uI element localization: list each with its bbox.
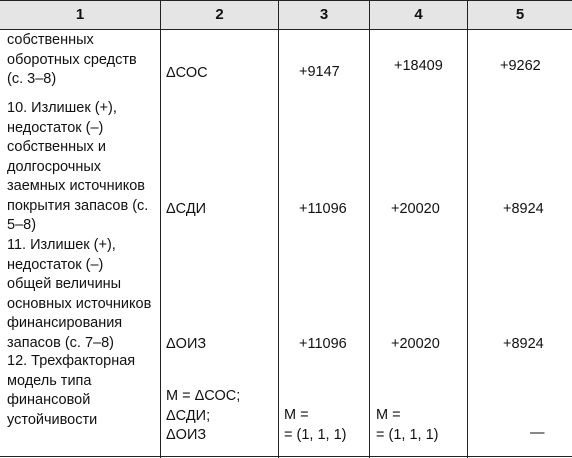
table-row-1-symbol: ΔСОС — [166, 65, 208, 81]
table-row-3-col5: +8924 — [503, 336, 544, 352]
table-row-4-col4: М = = (1, 1, 1) — [376, 407, 439, 443]
header-col-4: 4 — [414, 6, 423, 23]
table-row-3-symbol: ΔОИЗ — [166, 336, 207, 352]
header-col-2: 2 — [215, 6, 224, 23]
column-divider — [160, 1, 161, 458]
table-row-2-symbol: ΔСДИ — [166, 201, 207, 217]
table-header — [0, 1, 572, 30]
table-row-1-col3: +9147 — [299, 64, 340, 80]
column-divider — [369, 1, 370, 458]
table-row-4-col3: М = = (1, 1, 1) — [284, 407, 347, 443]
table-row-1-col5: +9262 — [500, 58, 541, 74]
header-col-5: 5 — [515, 6, 525, 23]
table-row-1-col4: +18409 — [394, 58, 443, 74]
table-row-4-col5: — — [530, 425, 545, 441]
header-col-3: 3 — [319, 6, 329, 23]
table-row-3-col4: +20020 — [391, 336, 440, 352]
table-row-2-indicator: 10. Излишек (+), недостаток (–) собственных и долгосрочных заемных источников покрытия запасов (с. 5–8) — [7, 100, 149, 233]
column-divider — [278, 1, 279, 458]
table-row-3-col3: +11096 — [299, 336, 347, 352]
table-row-2-col5: +8924 — [503, 201, 544, 217]
table-row-4-symbol: М = ΔСОС; ΔСДИ; ΔОИЗ — [166, 388, 241, 443]
column-divider — [467, 1, 468, 458]
table-row-3-indicator: 11. Излишек (+), недостаток (–) общей величины основных источников финансирования запасов (с. 7–8) — [7, 237, 152, 351]
table-row-1-indicator: собственных оборотных средств (с. 3–8) — [7, 32, 137, 87]
table-row-2-col3: +11096 — [299, 201, 347, 217]
header-col-1: 1 — [75, 6, 85, 23]
table-row-4-indicator: 12. Трехфакторная модель типа финансовой устойчивости — [7, 353, 136, 428]
table-row-2-col4: +20020 — [391, 201, 440, 217]
